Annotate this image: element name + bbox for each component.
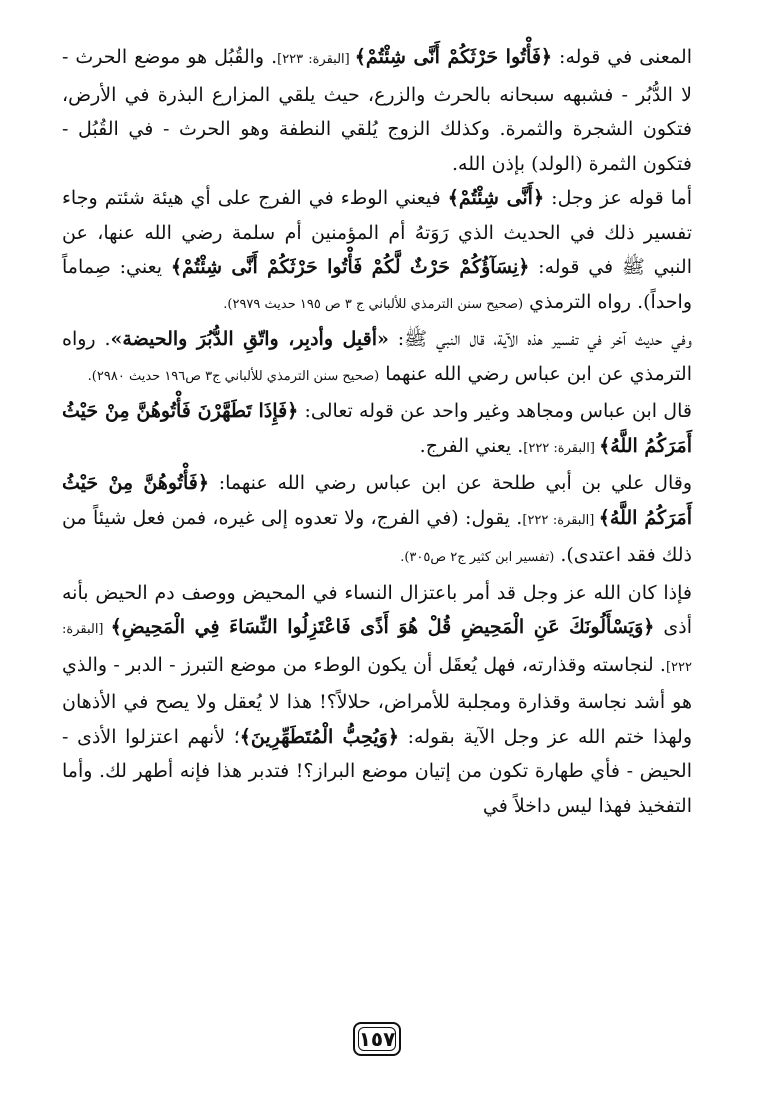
paragraph-6 xyxy=(62,576,692,824)
text-segment: فيعني الوطء في الفرج على أي هيئة شئتم وجاء تفسير ذلك في الحديث الذي رَوَتهُ أم المؤمنين أم سلمة رضي الله عنها، عن النبي ﷺ في قوله: xyxy=(62,187,692,278)
text-segment: . يعني الفرج. xyxy=(419,434,524,457)
text-segment: وقال علي بن أبي طلحة عن ابن عباس رضي الله عنهما: xyxy=(209,472,692,494)
text-segment: المعنى في قوله: xyxy=(552,46,692,68)
text-segment: . لنجاسته وقذارته، فهل يُعقَل أن يكون الوطء من موضع التبرز - الدبر - والذي هو أشد نجاسة وقذارة ومجلبة للأمراض، حلالاً؟! هذا لا يُعقل ولا يصح في الأذهان ولهذا ختم الله عز وجل الآية بقوله: xyxy=(62,653,692,748)
verse-reference: [البقرة: ٢٢٣] xyxy=(277,52,355,67)
quran-verse: ﴿فَأْتُوهُنَّ مِنْ حَيْثُ أَمَرَكُمُ اللَّهُ﴾ xyxy=(62,472,693,529)
text-segment: . يقول: (في الفرج، ولا تعدوه إلى غيره، فمن فعل شيئاً من ذلك فقد اعتدى). xyxy=(62,506,692,566)
text-segment: . والقُبُل هو موضع الحرث - لا الدُّبُر - فشبهه سبحانه بالحرث والزرع، حيث يلقي المزارع البذرة في الأرض، فتكون الشجرة والثمرة. وكذلك الزوج يُلقي النطفة وهو الحرث - في القُبُل - فتكون الثمرة (الولد) بإذن الله. xyxy=(62,46,692,175)
verse-reference: [البقرة: ٢٢٢] xyxy=(62,622,692,675)
quran-verse: ﴿فَإِذَا تَطَهَّرْنَ فَأْتُوهُنَّ مِنْ حَيْثُ أَمَرَكُمُ اللَّهُ﴾ xyxy=(62,400,692,457)
page-number: ١٥٧ xyxy=(353,1022,401,1056)
hadith-quote: «أقبِل وأدبِر، واتّقِ الدُّبُرَ والحيضة» xyxy=(110,328,389,350)
quran-verse: ﴿أَنَّى شِئْتُمْ﴾ xyxy=(447,187,545,209)
hadith-reference: (صحيح سنن الترمذي للألباني ج ٣ ص ١٩٥ حديث ٢٩٧٩). xyxy=(223,296,524,312)
text-segment: أما قوله عز وجل: xyxy=(544,187,692,209)
paragraph-3 xyxy=(62,322,692,394)
tafsir-reference: (تفسير ابن كثير ج٢ ص٣٠٥). xyxy=(400,550,555,565)
text-segment: وفي حديث آخر في تفسير هذه الآية، قال النبي ﷺ: xyxy=(388,328,692,350)
text-segment: ؛ لأنهم اعتزلوا الأذى - الحيض - فأي طهارة تكون من إتيان موضع البراز؟! فتدبر هذا فإنه أطهر لك. وأما التفخيذ فهذا ليس داخلاً في xyxy=(62,725,692,817)
quran-verse: ﴿وَيَسْأَلُونَكَ عَنِ الْمَحِيضِ قُلْ هُوَ أَذًى فَاعْتَزِلُوا النِّسَاءَ فِي الْمَحِيضِ﴾ xyxy=(110,616,655,638)
text-segment: قال ابن عباس ومجاهد وغير واحد عن قوله تعالى: xyxy=(298,400,692,422)
text-segment: يعني: صِماماً واحداً). رواه الترمذي xyxy=(62,256,692,313)
paragraph-4 xyxy=(62,394,692,466)
paragraph-5 xyxy=(62,466,692,576)
paragraph-1 xyxy=(62,40,692,181)
verse-reference: [البقرة: ٢٢٢] xyxy=(522,512,599,528)
paragraph-2 xyxy=(62,181,692,322)
hadith-reference: (صحيح سنن الترمذي للألباني ج٣ ص١٩٦ حديث ٢٩٨٠). xyxy=(87,368,380,384)
verse-reference: [البقرة: ٢٢٢] xyxy=(523,440,600,456)
quran-verse: ﴿وَيُحِبُّ الْمُتَطَهِّرِينَ﴾ xyxy=(239,725,399,748)
quran-verse: ﴿فَأْتُوا حَرْثَكُمْ أَنَّى شِئْتُمْ﴾ xyxy=(354,46,553,68)
text-segment: فإذا كان الله عز وجل قد أمر باعتزال النساء في المحيض ووصف دم الحيض بأنه أذى xyxy=(62,581,693,638)
quran-verse: ﴿نِسَآؤُكُمْ حَرْثٌ لَّكُمْ فَأْتُوا حَرْثَكُمْ أَنَّى شِئْتُمْ﴾ xyxy=(170,256,530,278)
text-segment: . رواه الترمذي عن ابن عباس رضي الله عنهما xyxy=(62,328,692,385)
